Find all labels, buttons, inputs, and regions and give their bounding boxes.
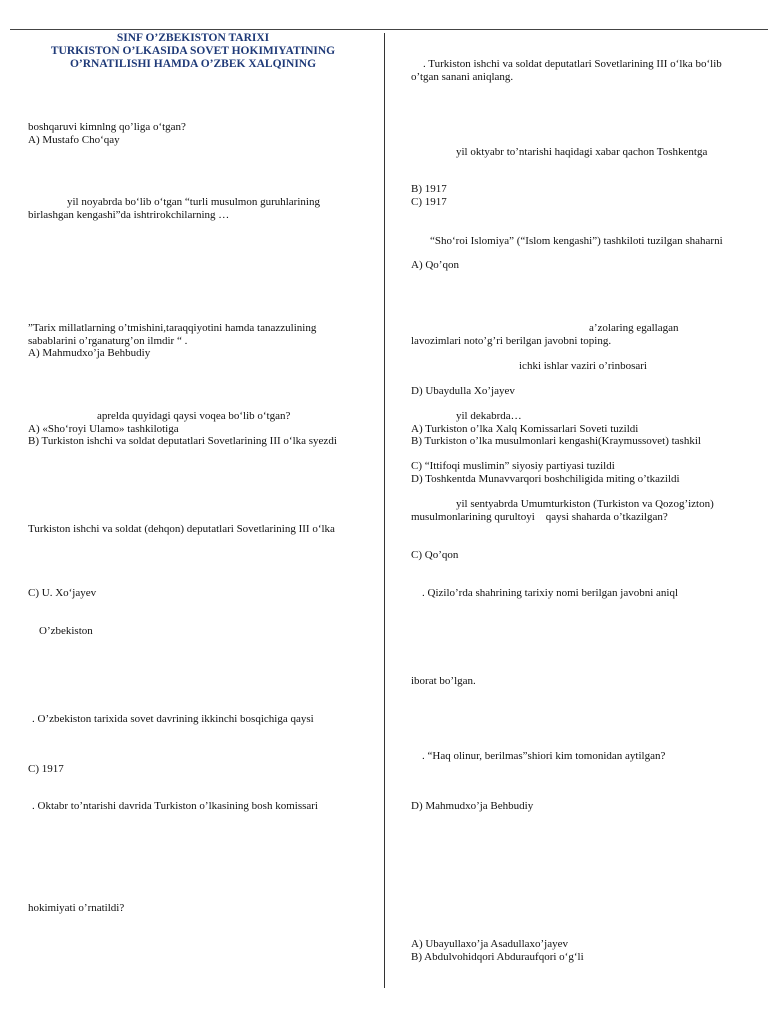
answer-option: B) Turkiston ishchi va soldat deputatlari Sovetlarining III o‘lka syezdi <box>28 435 337 447</box>
question-text: . Turkiston ishchi va soldat deputatlari Sovetlarining III o‘lka bo‘lib <box>423 58 722 70</box>
quote-text: ”Tarix millatlarning o’tmishini,taraqqiyotini hamda tanazzulining <box>28 322 317 334</box>
column-divider <box>384 33 385 988</box>
top-divider <box>10 29 768 30</box>
question-text: “Sho‘roi Islomiya” (“Islom kengashi”) tashkiloti tuzilgan shaharni <box>430 235 723 247</box>
question-text: yil oktyabr to’ntarishi haqidagi xabar qachon Toshkentga <box>456 146 708 158</box>
document-title <box>28 32 358 71</box>
answer-option: D) Mahmudxo’ja Behbudiy <box>411 800 534 812</box>
question-text: yil noyabrda bo‘lib o‘tgan “turli musulmon guruhlarining <box>67 196 320 208</box>
right-block-3 <box>411 183 447 208</box>
right-block-8 <box>519 360 647 373</box>
left-block-5 <box>28 523 335 536</box>
left-block-7 <box>39 625 93 638</box>
right-block-15 <box>411 675 476 688</box>
answer-option: C) U. Xo‘jayev <box>28 587 97 599</box>
answer-option: D) Ubaydulla Xo’jayev <box>411 385 515 397</box>
answer-option: A) Mustafo Cho‘qay <box>28 133 120 146</box>
title-line-1: SINF O’ZBEKISTON TARIXI <box>116 32 270 44</box>
question-text: . Oktabr to’ntarishi davrida Turkiston o’lkasining bosh komissari <box>32 800 318 812</box>
question-text: musulmonlarining qurultoyi qaysi shaharda o’tkazilgan? <box>411 510 668 523</box>
question-text: o’tgan sanani aniqlang. <box>411 70 514 83</box>
left-block-9 <box>28 763 64 776</box>
question-text: . O’zbekiston tarixida sovet davrining ikkinchi bosqichiga qaysi <box>32 713 314 725</box>
right-block-13 <box>411 549 458 562</box>
left-block-6 <box>28 587 96 600</box>
right-block-4 <box>430 235 723 248</box>
answer-option: C) 1917 <box>411 195 447 208</box>
question-text: Turkiston ishchi va soldat (dehqon) deputatlari Sovetlarining III o‘lka <box>28 523 335 535</box>
text-fragment: ichki ishlar vaziri o’rinbosari <box>519 360 647 372</box>
title-line-2: TURKISTON O’LKASIDA SOVET HOKIMIYATINING <box>50 45 336 57</box>
text-fragment: O’zbekiston <box>39 625 93 637</box>
right-block-5 <box>411 259 459 272</box>
question-text: a’zolaring egallagan <box>589 322 679 334</box>
answer-option: A) Qo’qon <box>411 259 459 271</box>
question-text: . Qizilo’rda shahrining tarixiy nomi berilgan javobni aniql <box>422 587 678 599</box>
right-block-7 <box>411 335 611 348</box>
right-block-6 <box>589 322 678 335</box>
answer-option: B) 1917 <box>411 183 447 195</box>
answer-option: B) Turkiston o’lka musulmonlari kengashi(Kraymussovet) tashkil <box>411 435 701 447</box>
left-block-3 <box>28 322 316 360</box>
answer-option: A) Mahmudxo’ja Behbudiy <box>28 347 151 359</box>
question-text: boshqaruvi kimnlng qo’liga o‘tgan? <box>28 121 186 133</box>
right-block-12 <box>411 498 714 523</box>
left-block-11 <box>28 902 124 915</box>
answer-option: A) Ubayullaxo’ja Asadullaxo’jayev <box>411 938 569 950</box>
question-text: yil sentyabrda Umumturkiston (Turkiston va Qozog’izton) <box>456 498 714 510</box>
answer-option: A) Turkiston o’lka Xalq Komissarlari Soveti tuzildi <box>411 422 639 435</box>
right-block-10 <box>411 410 701 448</box>
right-block-11 <box>411 460 680 485</box>
question-text: hokimiyati o’rnatildi? <box>28 902 125 914</box>
left-block-10 <box>32 800 318 813</box>
title-line-3: O’RNATILISHI HAMDA O’ZBEK XALQINING <box>69 58 317 70</box>
answer-option: D) Toshkentda Munavvarqori boshchiligida miting o’tkazildi <box>411 472 680 485</box>
left-block-8 <box>32 713 314 726</box>
right-block-16 <box>422 750 665 763</box>
question-text: yil dekabrda… <box>456 410 522 422</box>
answer-option: A) «Sho‘royi Ulamo» tashkilotiga <box>28 422 179 435</box>
answer-option: C) “Ittifoqi muslimin” siyosiy partiyasi tuzildi <box>411 460 615 472</box>
answer-option: C) 1917 <box>28 763 64 775</box>
answer-option: C) Qo’qon <box>411 549 459 561</box>
left-block-4 <box>28 410 337 448</box>
quote-text: sabablarini o’rganaturg’on ilmdir “ . <box>28 334 188 347</box>
question-text: aprelda quyidagi qaysi voqea bo‘lib o‘tgan? <box>97 410 291 422</box>
left-block-2 <box>28 196 320 221</box>
left-block-1 <box>28 121 186 146</box>
right-block-9 <box>411 385 515 398</box>
text-fragment: iborat bo’lgan. <box>411 675 476 687</box>
right-block-2 <box>456 146 707 159</box>
question-text: lavozimlari noto’g’ri berilgan javobni toping. <box>411 335 612 347</box>
answer-option: B) Abdulvohidqori Abduraufqori o‘g‘li <box>411 950 584 963</box>
right-block-14 <box>422 587 678 600</box>
right-block-1 <box>411 58 722 83</box>
question-text: birlashgan kengashi”da ishtrirokchilarning … <box>28 208 230 221</box>
right-block-17 <box>411 800 533 813</box>
question-text: . “Haq olinur, berilmas”shiori kim tomonidan aytilgan? <box>422 750 666 762</box>
right-block-18 <box>411 938 584 963</box>
